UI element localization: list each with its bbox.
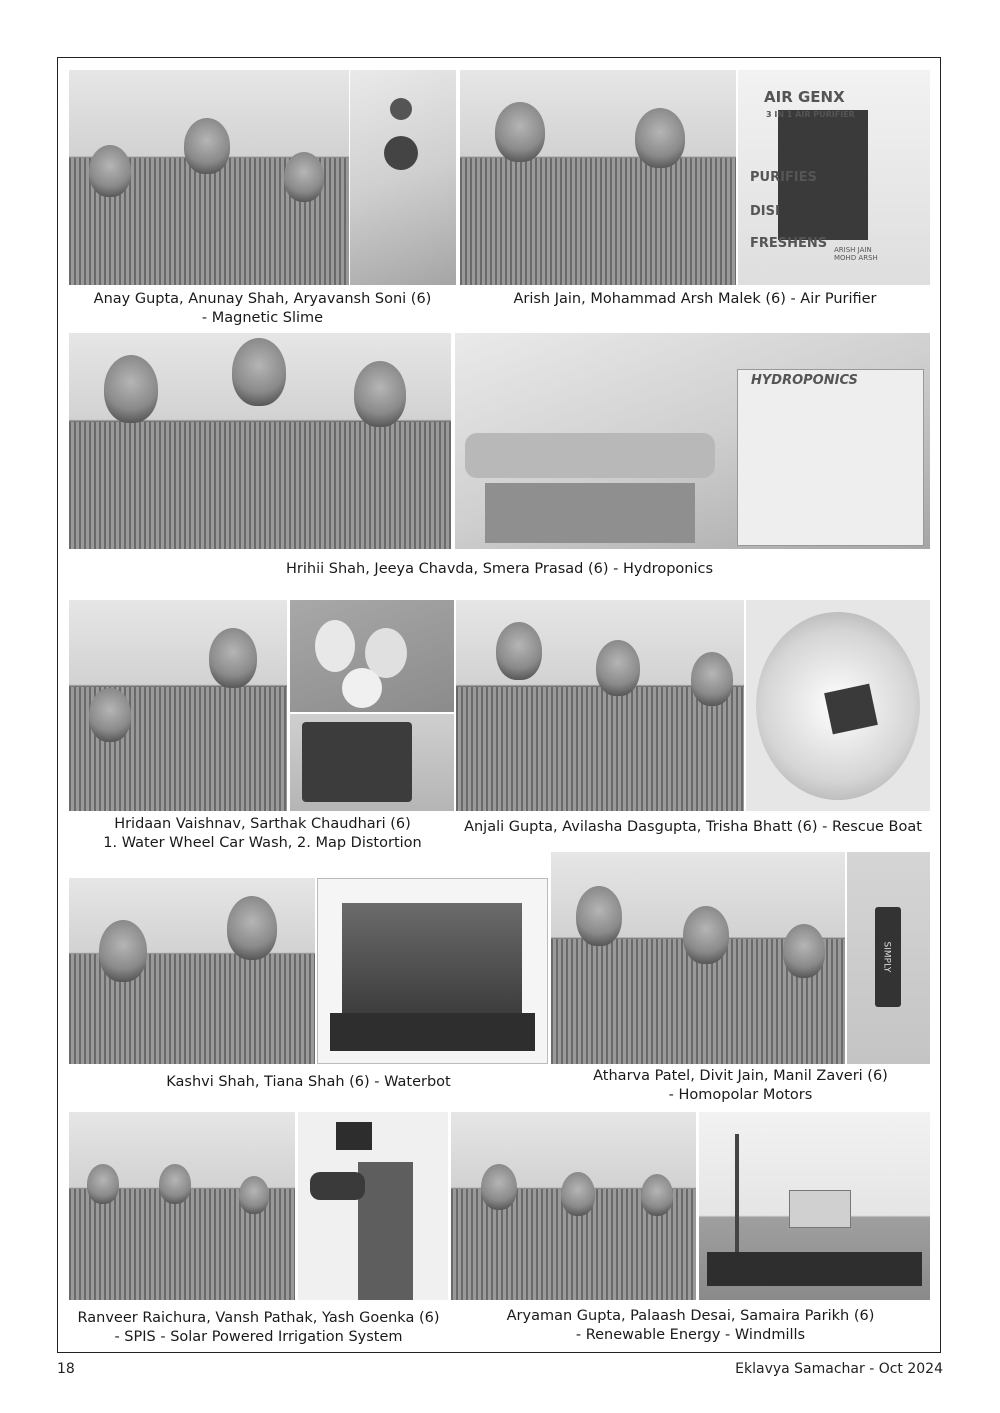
caption-water-wheel: Hridaan Vaishnav, Sarthak Chaudhari (6) 1. Water Wheel Car Wash, 2. Map Distortion — [103, 816, 422, 851]
poster-title: AIR GENX — [764, 88, 845, 106]
poster-names: ARISH JAIN MOHD ARSH — [834, 246, 878, 262]
caption-waterbot: Kashvi Shah, Tiana Shah (6) - Waterbot — [166, 1074, 451, 1090]
student-head — [99, 920, 147, 982]
student-head — [596, 640, 640, 696]
student-head — [641, 1174, 673, 1216]
solar-panel — [336, 1122, 372, 1150]
aquarium-floor — [330, 1013, 535, 1051]
battery-label: SIMPLY — [881, 941, 892, 973]
student-head — [232, 338, 286, 406]
water-bottle — [310, 1172, 365, 1200]
student-head — [683, 906, 729, 964]
student-head — [496, 622, 542, 680]
photo-waterbot-project — [317, 878, 548, 1064]
photo-hydroponics-students — [69, 333, 451, 549]
photo-water-wheel-project — [290, 714, 454, 811]
photo-hydroponics-project — [455, 333, 930, 549]
tray — [302, 722, 412, 802]
caption-spis: Ranveer Raichura, Vansh Pathak, Yash Goenka (6) - SPIS - Solar Powered Irrigation System — [77, 1310, 440, 1345]
caption-windmills: Aryaman Gupta, Palaash Desai, Samaira Parikh (6) - Renewable Energy - Windmills — [506, 1308, 875, 1343]
egg — [342, 668, 382, 708]
photo-magnetic-slime-students — [69, 70, 349, 285]
photo-spis-students — [69, 1112, 295, 1300]
student-head — [576, 886, 622, 946]
student-head — [481, 1164, 517, 1210]
publication-name: Eklavya Samachar - Oct 2024 — [735, 1361, 943, 1377]
photo-magnetic-slime-project — [350, 70, 456, 285]
photo-rescue-boat-project — [746, 600, 930, 811]
poster-word: DISI — [750, 204, 780, 219]
model-base — [707, 1252, 922, 1286]
student-head — [89, 688, 131, 742]
student-head — [284, 152, 324, 202]
student-head — [354, 361, 406, 427]
hydroponics-poster — [737, 369, 924, 546]
caption-homopolar: Atharva Patel, Divit Jain, Manil Zaveri (6) - Homopolar Motors — [593, 1068, 888, 1103]
student-head — [239, 1176, 269, 1214]
student-head — [159, 1164, 191, 1204]
student-head — [561, 1172, 595, 1216]
student-head — [635, 108, 685, 168]
student-head — [783, 924, 825, 978]
photo-air-purifier-project — [738, 70, 930, 285]
student-head — [691, 652, 733, 706]
poster-subtitle: 3 IN 1 AIR PURIFIER — [766, 110, 855, 119]
photo-water-wheel-students — [69, 600, 287, 811]
photo-homopolar-project — [847, 852, 930, 1064]
photo-rescue-boat-students — [456, 600, 744, 811]
photo-windmills-project — [699, 1112, 930, 1300]
disc — [390, 98, 412, 120]
student-head — [495, 102, 545, 162]
caption-air-purifier: Arish Jain, Mohammad Arsh Malek (6) - Air Purifier — [513, 291, 877, 307]
aquarium-backdrop — [342, 903, 522, 1013]
poster-title: HYDROPONICS — [751, 373, 858, 388]
student-head — [209, 628, 257, 688]
photo-spis-project — [298, 1112, 448, 1300]
model-house — [789, 1190, 851, 1228]
photo-waterbot-students — [69, 878, 315, 1064]
planter-wall — [358, 1162, 413, 1300]
caption-magnetic-slime: Anay Gupta, Anunay Shah, Aryavansh Soni (6) - Magnetic Slime — [93, 291, 432, 326]
caption-rescue-boat: Anjali Gupta, Avilasha Dasgupta, Trisha Bhatt (6) - Rescue Boat — [464, 819, 922, 835]
photo-air-purifier-students — [460, 70, 736, 285]
disc — [384, 136, 418, 170]
egg — [315, 620, 355, 672]
photo-homopolar-students — [551, 852, 845, 1064]
pipe-rack — [465, 433, 715, 478]
photo-map-distortion-eggs — [290, 600, 454, 712]
windmill-tower — [735, 1134, 739, 1254]
poster-word: FRESHENS — [750, 236, 828, 251]
student-head — [89, 145, 131, 197]
photo-windmills-students — [451, 1112, 696, 1300]
caption-hydroponics: Hrihii Shah, Jeeya Chavda, Smera Prasad (6) - Hydroponics — [285, 561, 714, 577]
page-number: 18 — [57, 1361, 75, 1377]
student-head — [104, 355, 158, 423]
student-head — [184, 118, 230, 174]
poster-word: PURIFIES — [750, 170, 817, 185]
planter-tray — [485, 483, 695, 543]
student-head — [87, 1164, 119, 1204]
student-head — [227, 896, 277, 960]
